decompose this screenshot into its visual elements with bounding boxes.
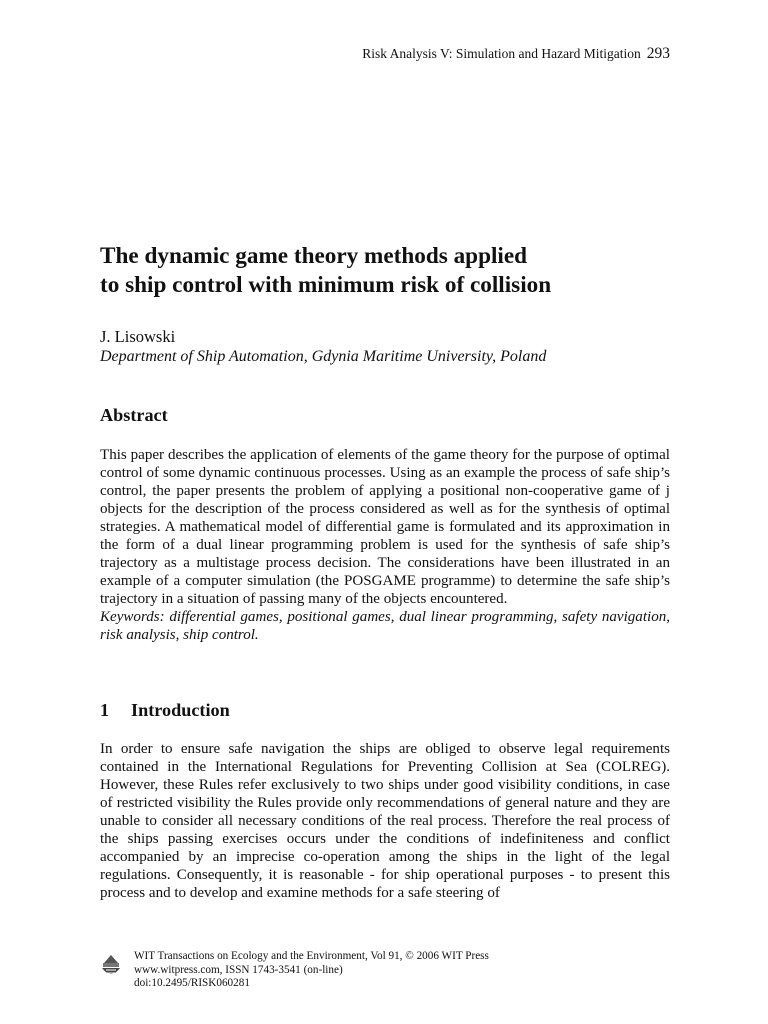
abstract-body: [100, 446, 670, 644]
running-head: [362, 45, 670, 63]
footer-lines: [134, 950, 489, 991]
footer-line-2: www.witpress.com, ISSN 1743-3541 (on-line): [134, 963, 343, 976]
abstract-text: This paper describes the application of elements of the game theory for the purpose of optimal control of some dynamic continuous processes. Using as an example the process of safe ship’s control, the paper presents the problem of applying a positional non-cooperative game of j objects for the description of the process considered as well as for the synthesis of optimal strategies. A mathematical model of differential game is formulated and its approximation in the form of a dual linear programming problem is used for the synthesis of safe ship’s trajectory as a multistage process decision. The considerations have been illustrated in an example of a computer simulation (the POSGAME programme) to determine the safe ship’s trajectory in a situation of passing many of the objects encountered.: [100, 447, 670, 607]
footer-line-3: doi:10.2495/RISK060281: [134, 977, 250, 989]
section-number: 1: [100, 700, 110, 720]
author: J. Lisowski: [100, 327, 176, 346]
wit-press-logo-icon: [100, 954, 122, 980]
section-title: Introduction: [131, 700, 230, 720]
keywords: Keywords: differential games, positional games, dual linear programming, safety navigation, risk analysis, ship control.: [100, 609, 670, 643]
title-line-2: to ship control with minimum risk of collision: [100, 272, 552, 298]
introduction-body: In order to ensure safe navigation the ships are obliged to observe legal requirements contained in the International Regulations for Preventing Collision at Sea (COLREG). However, these Rules refer exclusively to two ships under good visibility conditions, in case of restricted visibility the Rules provide only recommendations of general nature and they are unable to consider all necessary conditions of the real process. Therefore the real process of the ships passing exercises occurs under the conditions of indefiniteness and conflict accompanied by an imprecise co-operation among the ships in the light of the legal regulations. Consequently, it is reasonable - for ship operational purposes - to present this process and to develop and examine methods for a safe steering of: [100, 741, 670, 901]
page-number: 293: [646, 45, 670, 62]
title-line-1: The dynamic game theory methods applied: [100, 243, 528, 269]
abstract-heading: Abstract: [100, 405, 168, 425]
footer-line-1: WIT Transactions on Ecology and the Environment, Vol 91, © 2006 WIT Press: [134, 950, 489, 962]
running-head-title: Risk Analysis V: Simulation and Hazard Mitigation: [362, 46, 641, 61]
affiliation: Department of Ship Automation, Gdynia Maritime University, Poland: [100, 348, 547, 365]
introduction-heading: [100, 700, 230, 721]
paper-title: [100, 242, 680, 300]
